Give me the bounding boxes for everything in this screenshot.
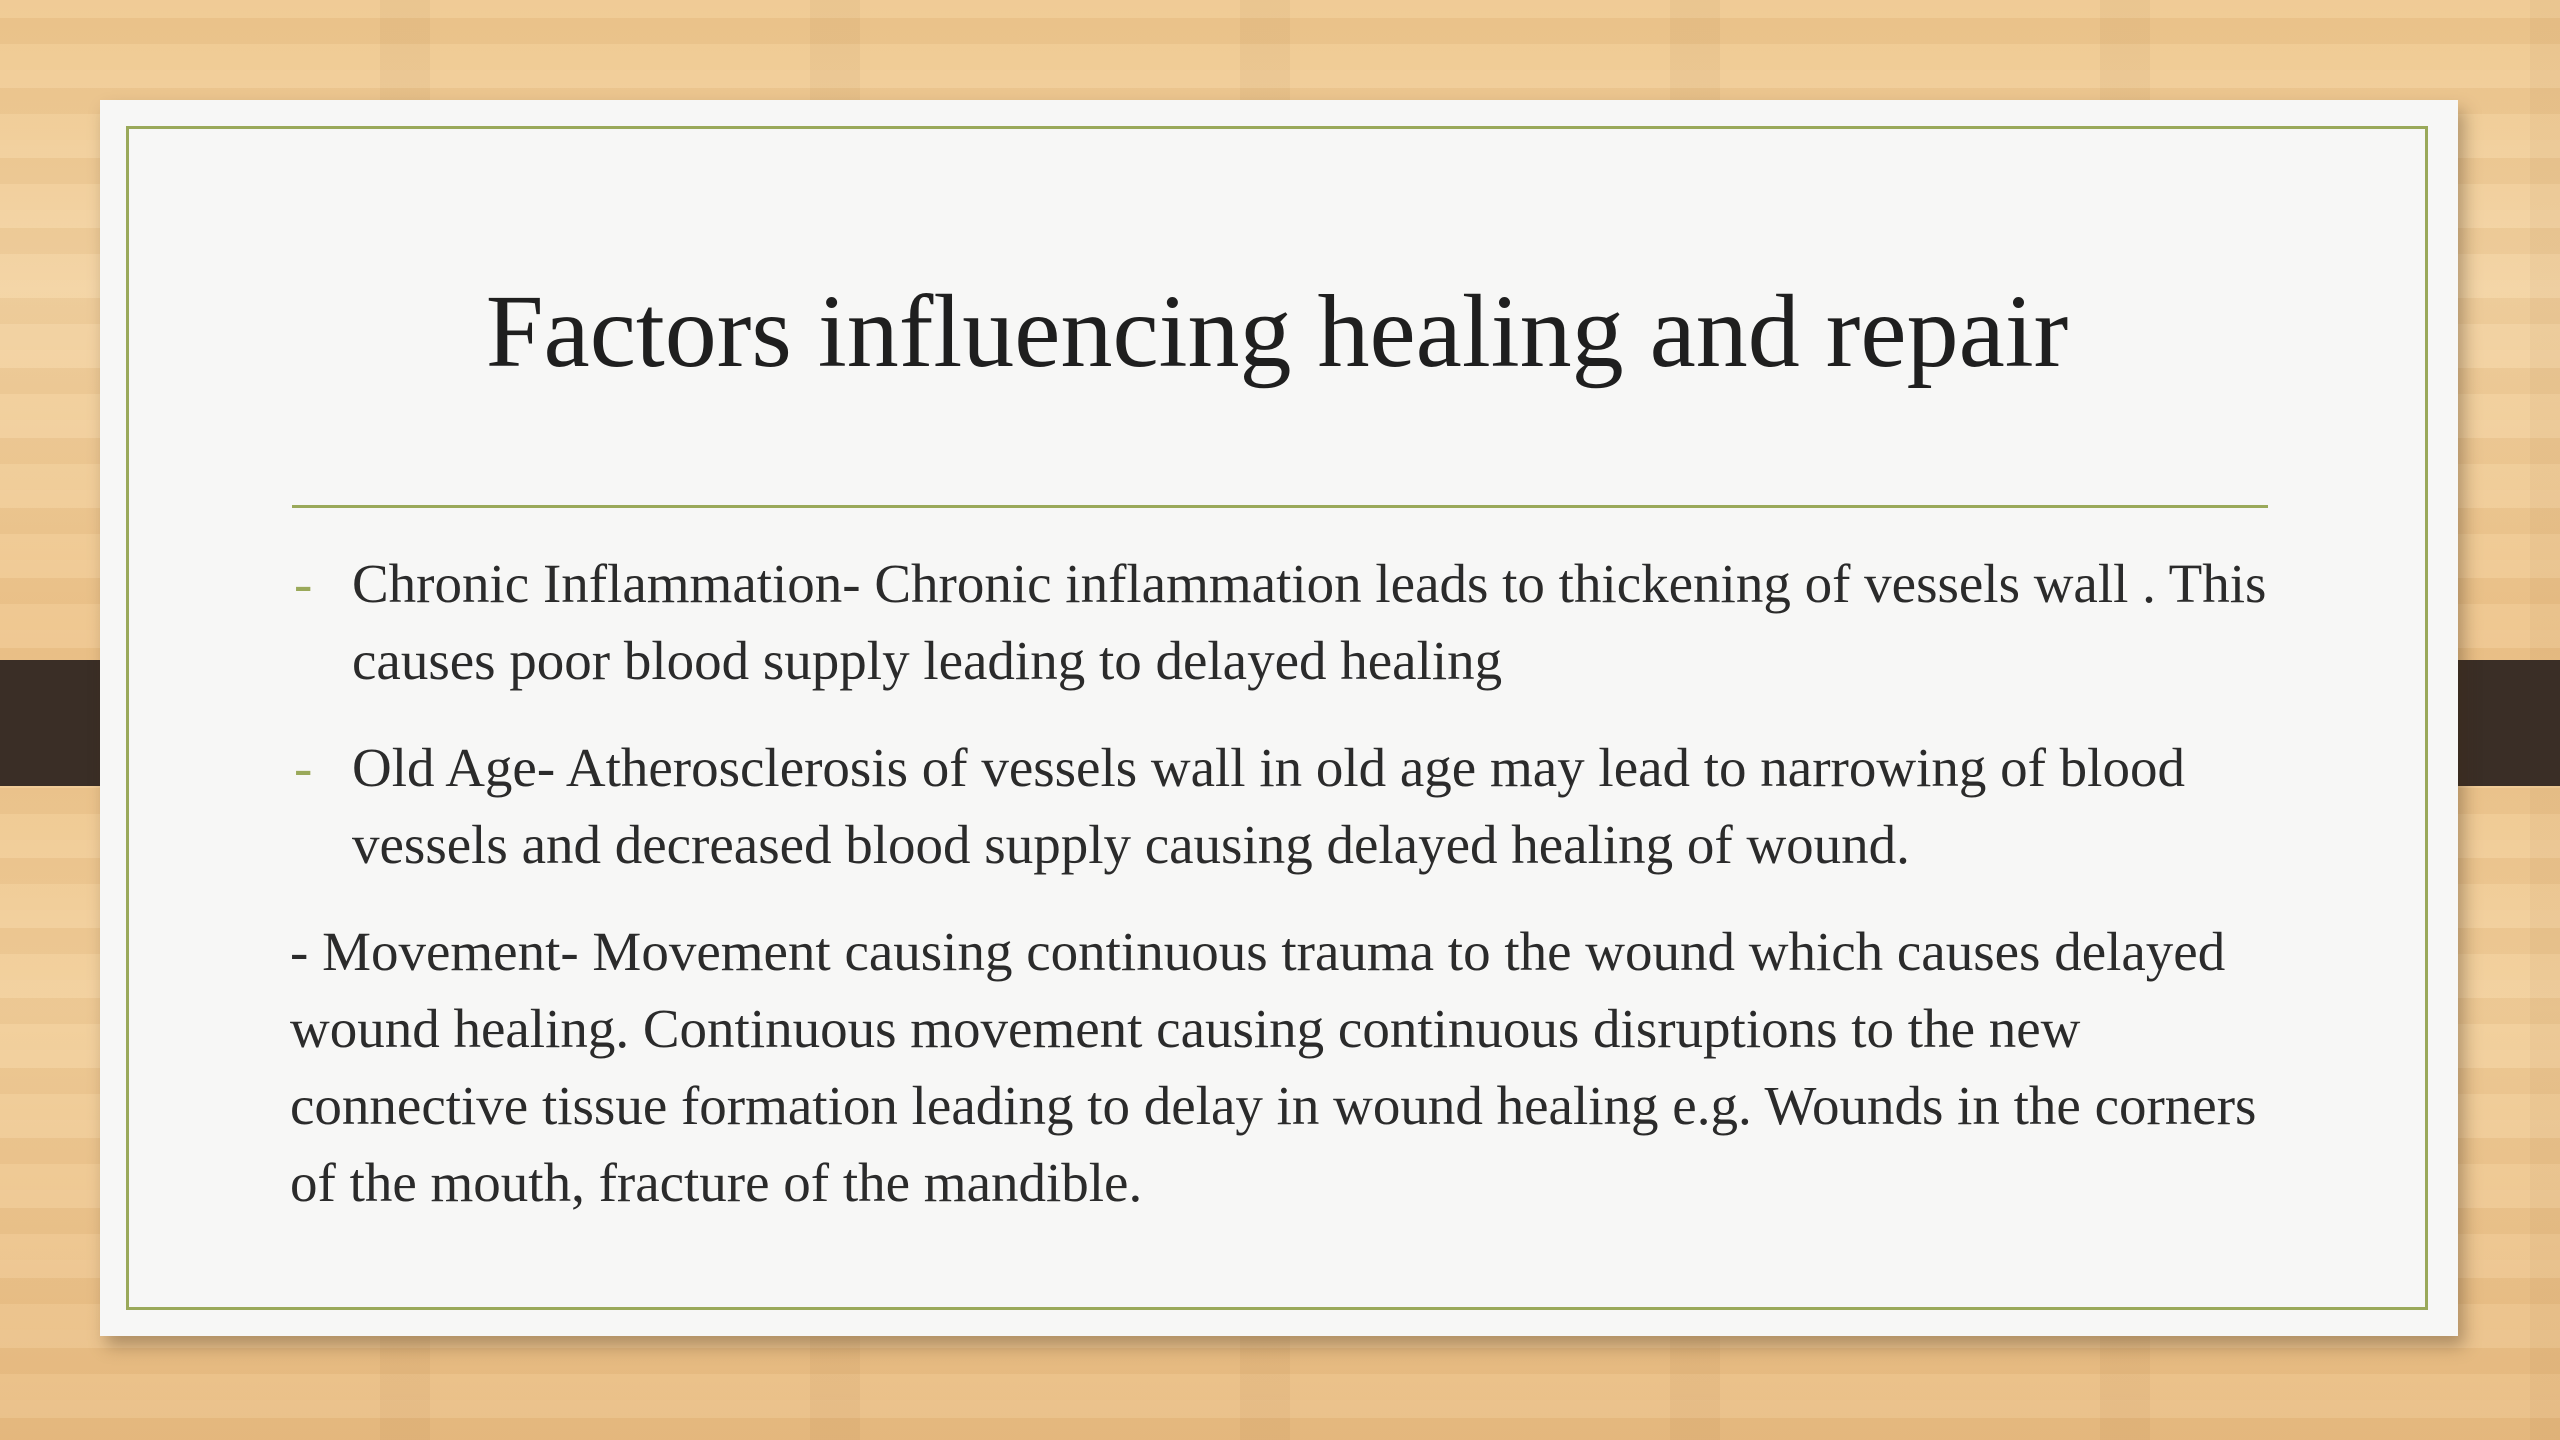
bullet-text: Chronic Inflammation- Chronic inflammation leads to thickening of vessels wall . This causes poor blood supply leading to delayed healing — [352, 553, 2267, 691]
title-divider — [292, 505, 2268, 508]
bullet-text: Old Age- Atherosclerosis of vessels wall in old age may lead to narrowing of blood vessels and decreased blood supply causing delayed healing of wound. — [352, 737, 2185, 875]
slide-title: Factors influencing healing and repair — [485, 274, 2069, 389]
bullet-dash: - — [294, 737, 313, 798]
bullet-old-age — [290, 729, 2280, 883]
movement-paragraph: - Movement- Movement causing continuous trauma to the wound which causes delayed wound healing. Continuous movement causing continuous disruptions to the new connective tissue formation leading to delay in wound healing e.g. Wounds in the corners of the mouth, fracture of the mandible. — [290, 921, 2257, 1213]
bullet-chronic-inflammation — [290, 545, 2280, 699]
bullet-dash: - — [294, 553, 313, 614]
slide-content — [290, 545, 2280, 1221]
